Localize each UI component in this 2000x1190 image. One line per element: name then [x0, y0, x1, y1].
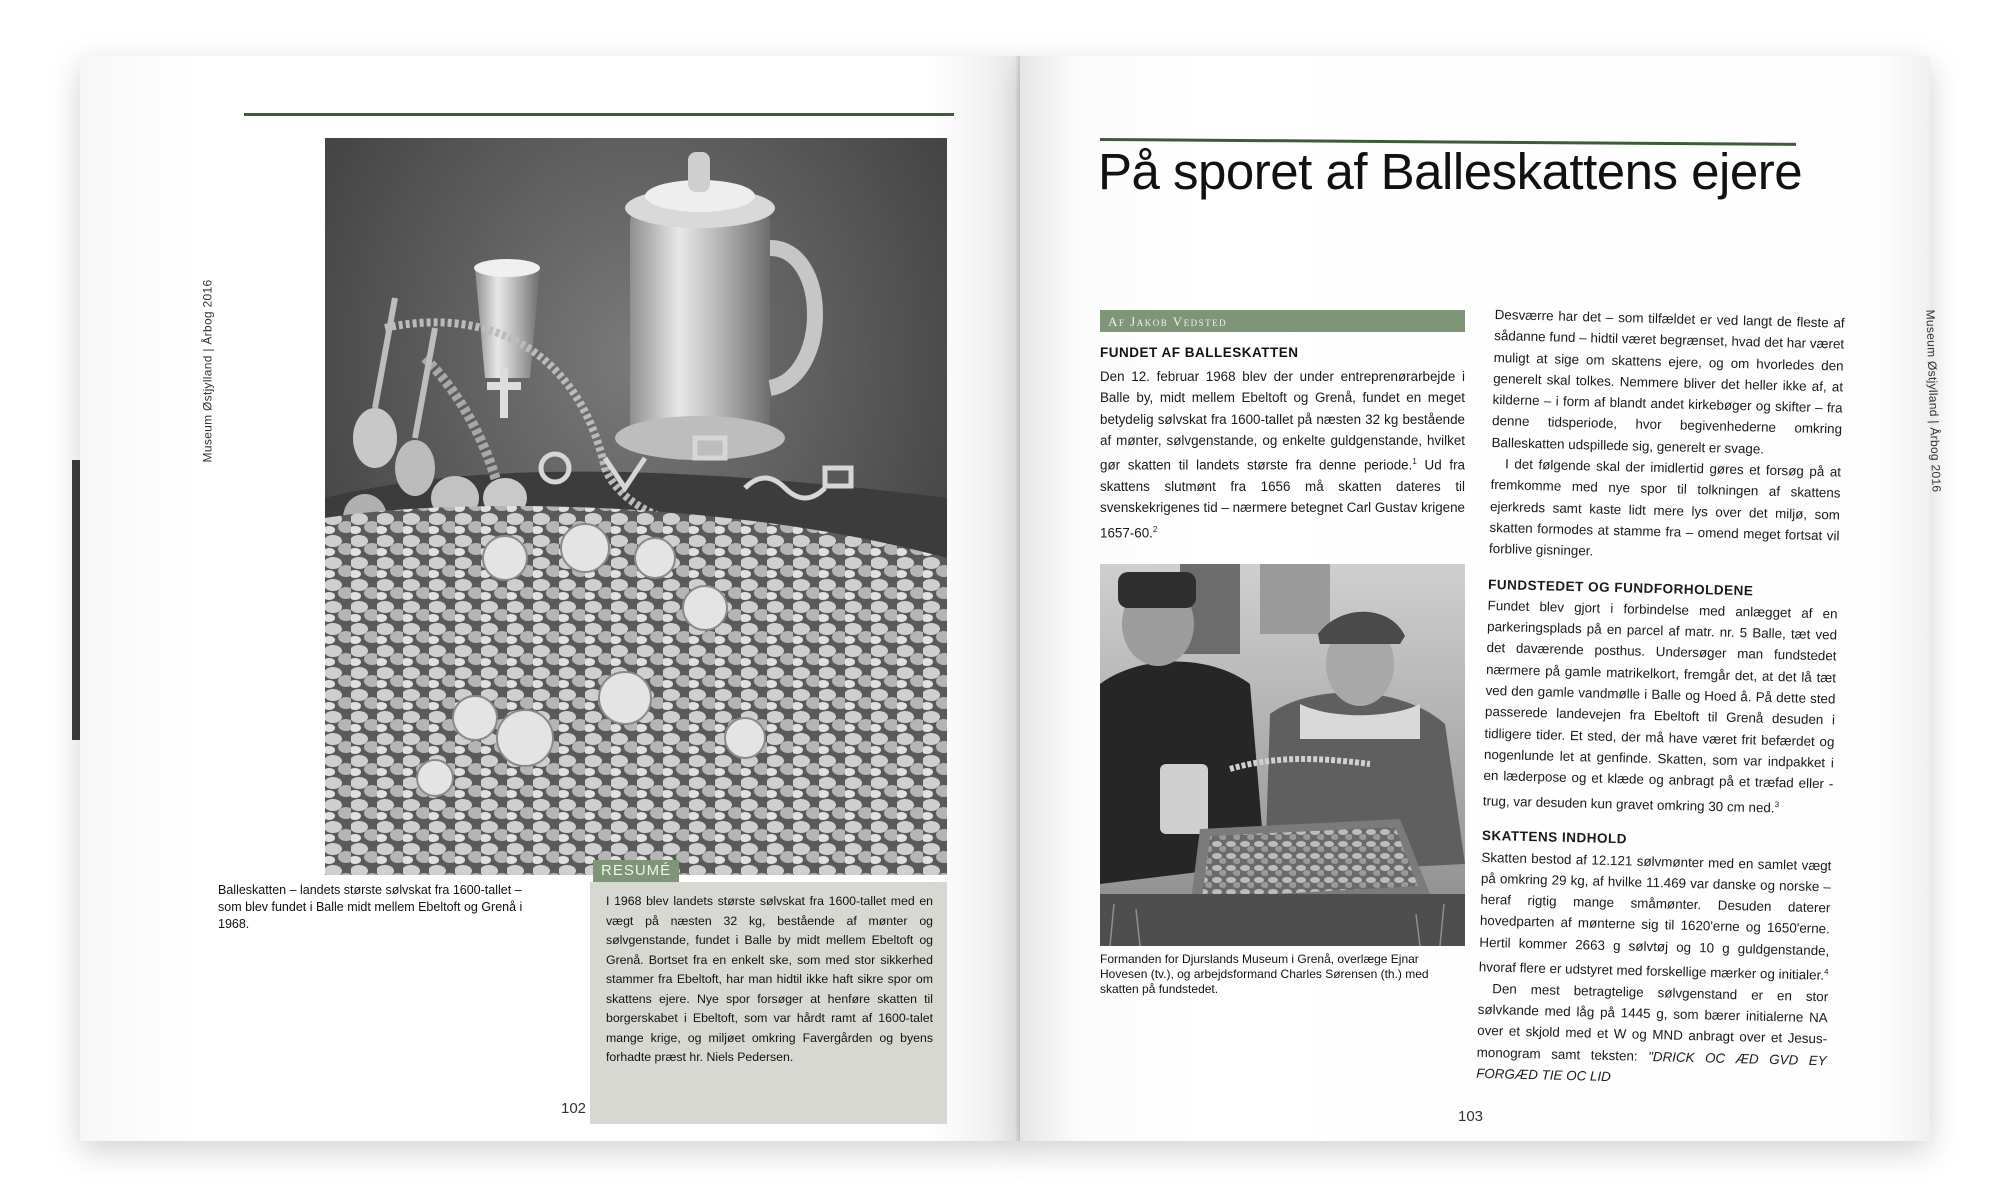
resume-box [590, 882, 947, 1124]
col2-paragraph-2: I det følgende skal der imidlertid gøres et forsøg på at fremkomme med nye spor til tolkningen af skattens ejerkreds samt kaste lidt mere lys over det miljø, som skatten formodes at stamme fra – omend meget fortsat vil forblive gisninger. [1488, 456, 1842, 559]
heading-fundstedet: FUNDSTEDET OG FUNDFORHOLDENE [1487, 576, 1754, 598]
resume-label: RESUMÉ [593, 860, 679, 882]
right-page [1020, 56, 1944, 1141]
article-title: På sporet af Balleskattens ejere [1098, 143, 1803, 200]
running-head-right: Museum Østjylland | Årbog 2016 [1923, 309, 1944, 493]
section1-text: Den 12. februar 1968 blev der under entreprenørarbejde i Balle by, midt mellem Ebeltoft og Grenå, fundet en meget betydelig sølvskat fra 1600-tallet på næsten 32 kg bestående af mønter, sølvgenstande, og enkelte guldgenstande, hvilket gør skatten til landets største fra denne periode.$^1$ Ud fra skattens slutmønt fra 1656 må skatten dateres til svenskekrigenes tid – nærmere betegnet Carl Gustav krigene 1657-60.$^2$ [1100, 369, 1466, 541]
col2-paragraph-3: Fundet blev gjort i forbindelse med anlægget af en parkeringsplads på en parcel af matr. nr. 5 Balle, tæt ved det daværende posthus. Undersøger man fundstedet nærmere på gamle matrikelkort, fremgår det, at det lå tæt ved den gamle vandmølle i Balle og Hoed å. På dette sted passerede landevejen fra Ebeltoft til Grenå desuden i tidligere tider. Et sted, der må have været frit befærdet og nogenlunde let at genfinde. Skatten, som var indpakket i en læderpose og et klæde og anbragt på et træfad eller -trug, var desuden kun gravet omkring 30 cm ned.$^3$ [1482, 597, 1838, 815]
running-head-left: Museum Østjylland | Årbog 2016 [200, 279, 215, 463]
left-page [80, 56, 1023, 1141]
col2-paragraph-5: Den mest betragtelige sølvgenstand er en stor sølvkande med låg på 1445 g, som bærer initialerne NA over et skjold med et W og MND anbragt over et Jesus-monogram samt teksten: "DRICK OC ÆD GVD EY FORGÆD TIE OC LID [1476, 980, 1829, 1085]
page-number-right: 103 [1458, 1108, 1484, 1125]
col2-paragraph-1: Desværre har det – som tilfældet er ved langt de fleste af sådanne fund – hidtil været begrænset, hvad det har været muligt at sige om skattens ejere, og om hvorledes den generelt skal tolkes. Nemmere bliver det heller ikke af, at kilderne – i form af blandt andet kirkebøger og skifter – fra denne tidsperiode, hvor begivenhederne omkring Balleskatten udspillede sig, generelt er svage. [1491, 306, 1845, 457]
adjacent-page-edge [72, 460, 80, 740]
col2-paragraph-4: Skatten bestod af 12.121 sølvmønter med en samlet vægt på omkring 29 kg, af hvilke 11.469 var danske og norske – heraf rigtig mange småmønter. Desuden daterer hovedparten af mønterne sig til 1620'erne og 1650'erne. Hertil kommer 2663 g sølvtøj og 10 g guldgenstande, hvoraf flere er udstyret med forskellige mærker og initialer.$^4$ [1478, 849, 1832, 983]
finders-photo-caption: Formanden for Djurslands Museum i Grenå, overlæge Ejnar Hovesen (tv.), og arbejdsformand Charles Sørensen (th.) med skatten på fundstedet. [1100, 952, 1429, 996]
top-rule-left [244, 113, 954, 116]
column-2 [1476, 304, 1845, 1093]
resume-text: I 1968 blev landets største sølvskat fra 1600-tallet med en vægt på næsten 32 kg, bestående af mønter og sølvgenstande, fundet i Balle by midt mellem Ebeltoft og Grenå. Bortset fra en enkelt ske, som med stor sikkerhed stammer fra Ebeltoft, har man hidtil ikke haft sikre spor om skattens ejere. Nye spor forsøger at henføre skatten til borgerskabet i Ebeltoft, som var hårdt ramt af 1600-talet mange krige, og miljøet omkring Favergården og byens forhadte præst hr. Niels Pedersen. [606, 894, 933, 1064]
heading-skattens-indhold: SKATTENS INDHOLD [1481, 828, 1628, 847]
treasure-photo [325, 138, 947, 875]
finders-photo [1100, 564, 1465, 946]
treasure-photo-caption: Balleskatten – landets største sølvskat fra 1600-tallet – som blev fundet i Balle midt mellem Ebeltoft og Grenå i 1968. [218, 883, 523, 931]
treasure-photo-graphic [325, 138, 947, 875]
byline: Af Jakob Vedsted [1100, 310, 1465, 332]
heading-fundet: FUNDET AF BALLESKATTEN [1100, 345, 1299, 360]
page-number-left: 102 [561, 1100, 587, 1117]
finders-photo-graphic [1100, 564, 1465, 946]
